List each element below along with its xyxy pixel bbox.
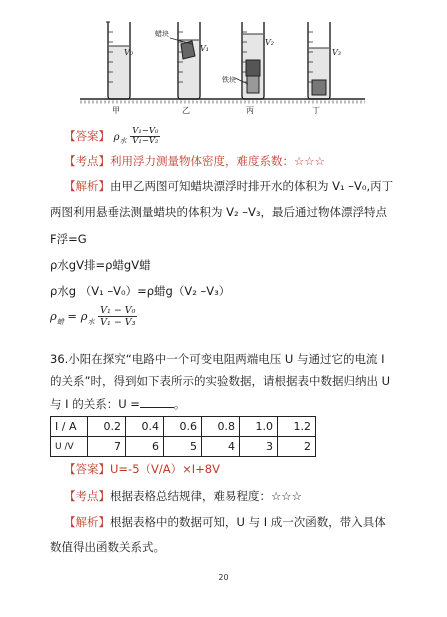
q35-eq2: ρ水gV排=ρ蜡gV蜡	[50, 258, 151, 272]
label-ding: 丁	[312, 106, 320, 115]
label-v0: V₀	[124, 48, 133, 57]
q36-analysis-line1: 【解析】根据表格中的数据可知，U 与 I 成一次函数，带入具体	[64, 515, 386, 529]
cylinder-ding	[308, 22, 330, 99]
cylinder-bing	[235, 22, 264, 99]
q36-answer-text: U=-5（V/A）×I+8V	[110, 462, 220, 476]
q35-eq3: ρ水g （V₁ –V₀）=ρ蜡g（V₂ –V₃）	[50, 284, 231, 298]
q36-line3: 与 I 的关系：U = 。	[50, 397, 186, 411]
table-cell: 6	[126, 437, 164, 457]
q35-point-tag: 【考点】	[64, 154, 110, 168]
table-row-voltage	[51, 437, 316, 457]
label-v2: V₂	[265, 38, 274, 47]
q36-point-tag: 【考点】	[64, 489, 110, 503]
q35-analysis-tag: 【解析】	[64, 179, 110, 193]
q36-analysis-line2: 数值得出函数关系式。	[50, 540, 165, 554]
label-v3: V₃	[332, 48, 341, 57]
q35-point	[64, 154, 325, 169]
table-cell: 1.2	[278, 417, 316, 437]
table-row-current	[51, 417, 316, 437]
q35-answer-rho: ρ	[113, 132, 120, 143]
q35-analysis-line2: 两图利用悬垂法测量蜡块的体积为 V₂ –V₃，最后通过物体漂浮特点	[50, 205, 388, 219]
q35-answer	[64, 127, 160, 146]
q36-point	[64, 489, 302, 504]
q35-answer-tag: 【答案】	[64, 129, 110, 143]
label-iron: 铁块	[222, 76, 236, 84]
label-bing: 丙	[246, 106, 254, 115]
page-number: 20	[218, 573, 229, 582]
cylinders-figure	[80, 18, 370, 108]
q35-final-equation: $\rho_蜡 = \rho_水$ $\frac{\text{V₁ − V₀}}{\text{V₁ − V₃}}$	[50, 305, 136, 328]
q35-eq1: F浮=G	[50, 232, 87, 246]
table-cell: 0.2	[88, 417, 126, 437]
table-cell: 0.8	[202, 417, 240, 437]
table-cell: 4	[202, 437, 240, 457]
q36-answer-blank	[140, 396, 174, 408]
q36-line2: 的关系”时，得到如下表所示的实验数据，请根据表中数据归纳出 U	[50, 374, 391, 388]
q35-answer-fraction: $\frac{\text{V₁−V₀}}{\text{V₁−V₂}}$	[132, 126, 159, 146]
table-cell: 2	[278, 437, 316, 457]
label-wax: 蜡块	[155, 30, 169, 38]
q35-answer-water: 水	[119, 137, 127, 145]
table-cell: 7	[88, 437, 126, 457]
q36-point-text: 根据表格总结规律，难易程度：☆☆☆	[110, 489, 302, 503]
label-yi: 乙	[182, 106, 190, 115]
table-cell: I / A	[51, 417, 88, 437]
q35-final-fraction: $\frac{\text{V₁ − V₀}}{\text{V₁ − V₃}}$	[100, 305, 136, 328]
q36-answer-tag: 【答案】	[64, 462, 110, 476]
label-v1: V₁	[200, 44, 209, 53]
table-cell: 0.6	[164, 417, 202, 437]
q36-answer	[64, 462, 220, 477]
label-jia: 甲	[112, 106, 120, 115]
table-cell: 1.0	[240, 417, 278, 437]
q36-data-table	[50, 416, 316, 457]
cylinder-yi	[170, 22, 200, 99]
q36-line1: 36.小阳在探究“电路中一个可变电阻两端电压 U 与通过它的电流 I	[50, 352, 385, 366]
q35-analysis-line1: 【解析】由甲乙两图可知蜡块漂浮时排开水的体积为 V₁ –V₀,丙丁	[64, 179, 394, 193]
q35-point-text: 利用浮力测量物体密度，难度系数：☆☆☆	[110, 154, 325, 168]
table-cell: 3	[240, 437, 278, 457]
cylinder-jia	[106, 22, 130, 99]
table-cell: U /V	[51, 437, 88, 457]
table-cell: 5	[164, 437, 202, 457]
q36-analysis-tag: 【解析】	[64, 515, 110, 529]
table-cell: 0.4	[126, 417, 164, 437]
